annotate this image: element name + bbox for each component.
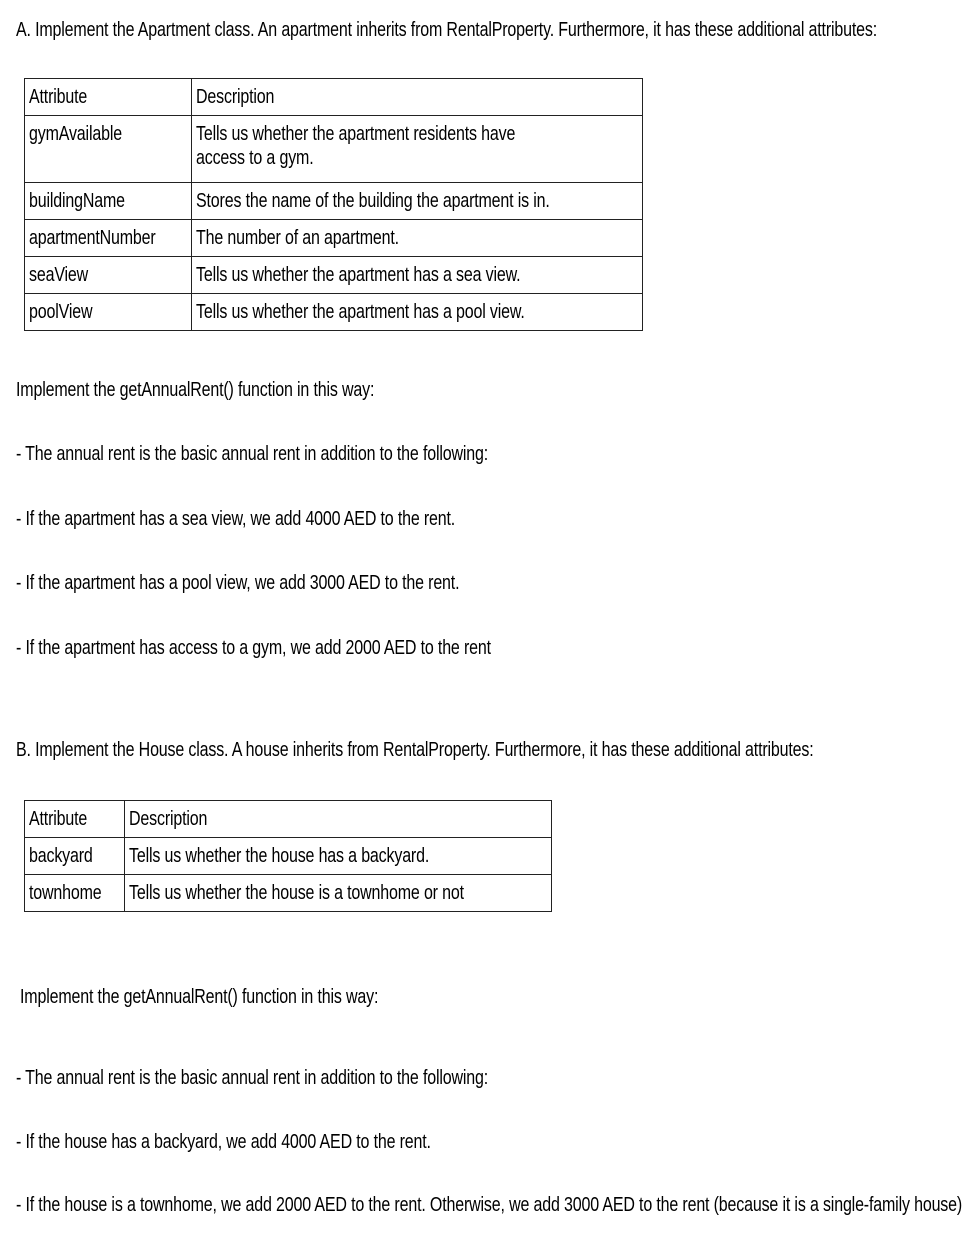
table-header-cell: Description — [124, 801, 552, 838]
table-row — [25, 183, 643, 220]
section-b-rule: - If the house has a backyard, we add 4000 AED to the rent. — [16, 1131, 431, 1153]
table-cell: Tells us whether the house has a backyard. — [124, 838, 552, 875]
house-attributes-table — [24, 800, 552, 912]
table-cell: buildingName — [25, 183, 192, 220]
section-a-rule: - The annual rent is the basic annual rent in addition to the following: — [16, 443, 489, 465]
section-a-rule: - If the apartment has access to a gym, we add 2000 AED to the rent — [16, 637, 491, 659]
table-cell: The number of an apartment. — [192, 220, 643, 257]
section-a-rule: - If the apartment has a sea view, we add 4000 AED to the rent. — [16, 508, 456, 530]
table-row — [25, 838, 552, 875]
table-cell: gymAvailable — [25, 116, 192, 183]
table-cell: townhome — [25, 875, 125, 912]
table-header-cell: Description — [192, 79, 643, 116]
table-cell: Tells us whether the apartment has a sea view. — [192, 257, 643, 294]
table-header-row — [25, 801, 552, 838]
table-row — [25, 294, 643, 331]
table-cell: backyard — [25, 838, 125, 875]
table-cell: Tells us whether the apartment has a pool view. — [192, 294, 643, 331]
table-header-cell: Attribute — [25, 79, 192, 116]
table-header-cell: Attribute — [25, 801, 125, 838]
section-b-heading: B. Implement the House class. A house inherits from RentalProperty. Furthermore, it has these additional attributes: — [16, 739, 814, 761]
table-cell: Tells us whether the house is a townhome or not — [124, 875, 552, 912]
apartment-attributes-table — [24, 78, 643, 331]
table-row — [25, 116, 643, 183]
section-b-intro: Implement the getAnnualRent() function in this way: — [20, 986, 379, 1008]
table-cell: Stores the name of the building the apartment is in. — [192, 183, 643, 220]
section-a-intro: Implement the getAnnualRent() function in this way: — [16, 379, 375, 401]
table-cell: seaView — [25, 257, 192, 294]
section-a-heading: A. Implement the Apartment class. An apartment inherits from RentalProperty. Furthermore, it has these additional attributes: — [16, 19, 878, 41]
table-cell: poolView — [25, 294, 192, 331]
table-row — [25, 220, 643, 257]
table-cell: apartmentNumber — [25, 220, 192, 257]
section-a-rule: - If the apartment has a pool view, we add 3000 AED to the rent. — [16, 572, 460, 594]
section-b-rule: - If the house is a townhome, we add 2000 AED to the rent. Otherwise, we add 3000 AED to the rent (because it is a single-family house) — [16, 1194, 962, 1216]
table-header-row — [25, 79, 643, 116]
table-cell: Tells us whether the apartment residents have access to a gym. — [192, 116, 643, 183]
table-row — [25, 875, 552, 912]
section-b-rule: - The annual rent is the basic annual rent in addition to the following: — [16, 1067, 489, 1089]
table-row — [25, 257, 643, 294]
